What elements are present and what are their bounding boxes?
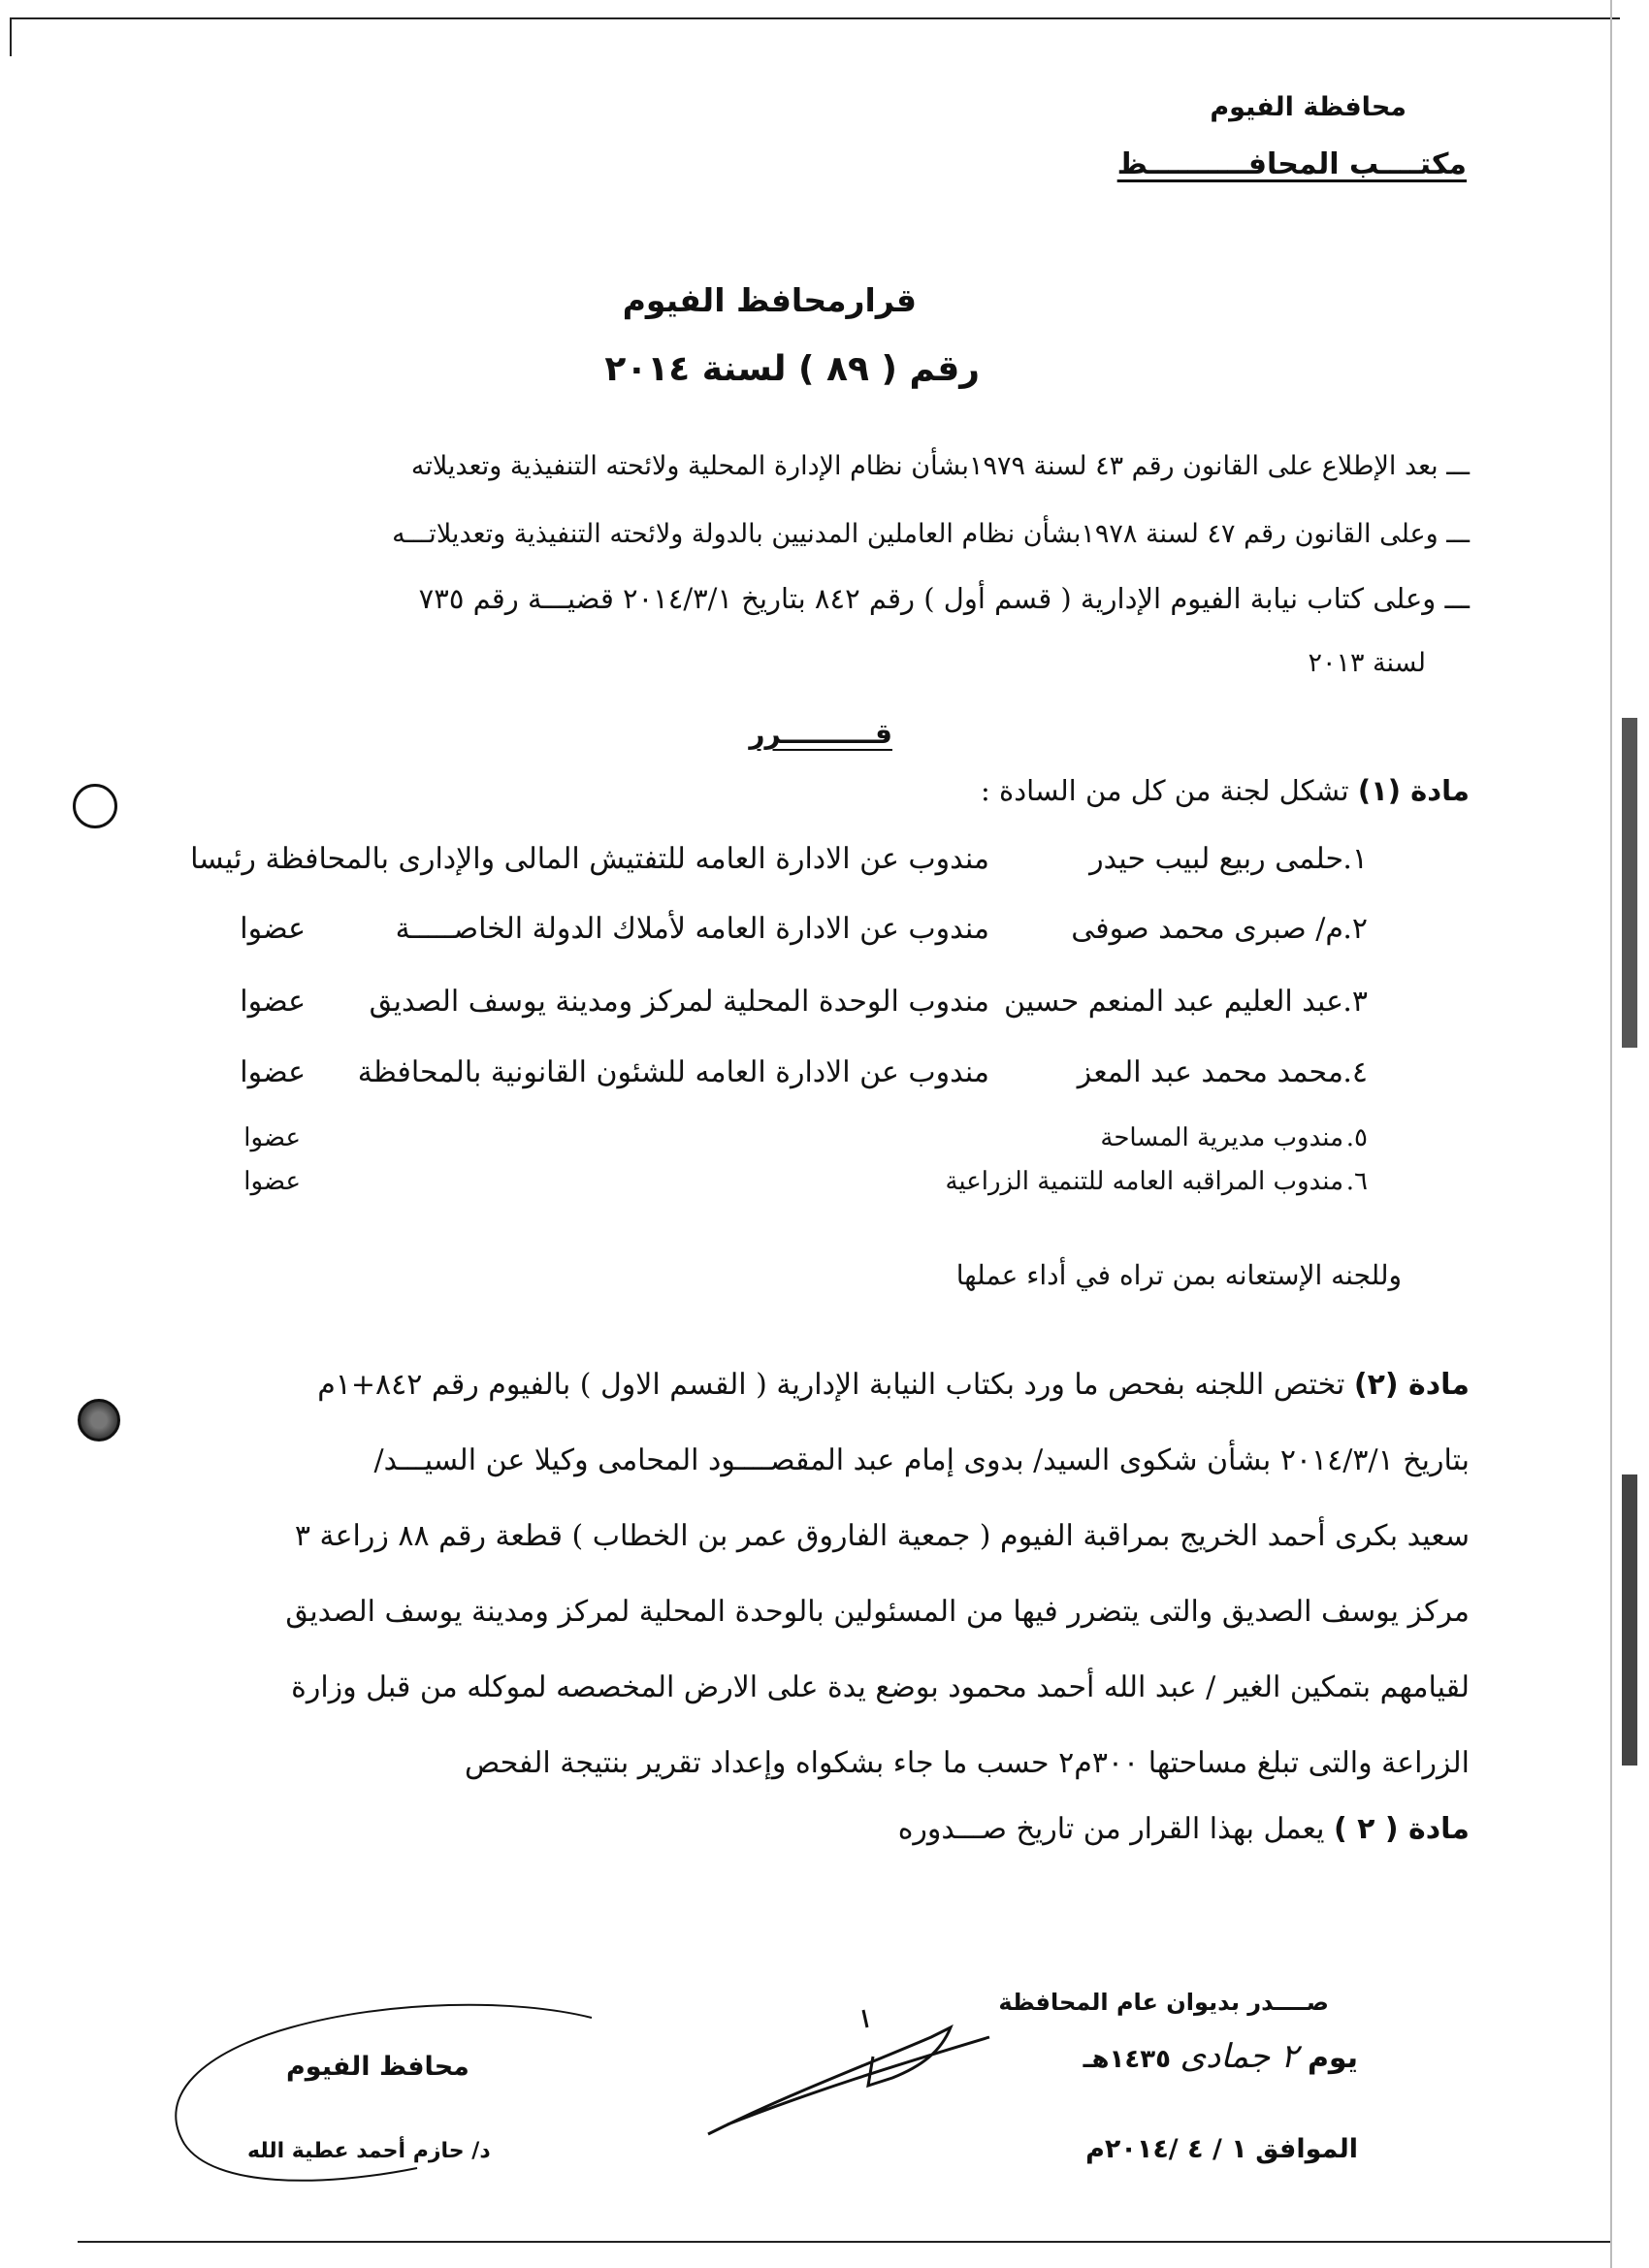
scan-top-border bbox=[10, 17, 1620, 19]
issued-day-handwritten: ٢ جمادى bbox=[1180, 2037, 1299, 2076]
member-role: مندوب عن الادارة العامه للتفتيش المالى والإدارى بالمحافظة رئيسا bbox=[190, 842, 989, 876]
decided-heading: قــــــــــرر bbox=[749, 718, 892, 750]
member-status: عضوا bbox=[240, 912, 306, 946]
preamble-line-3: ـــ وعلى كتاب نيابة الفيوم الإدارية ( قسم أول ) رقم ٨٤٢ بتاريخ ٢٠١٤/٣/١ قضيـــة رقم ٧٣٥ bbox=[418, 582, 1470, 615]
article-1-text: تشكل لجنة من كل من السادة : bbox=[981, 774, 1349, 807]
member-num: ٢. bbox=[1342, 912, 1368, 946]
punch-hole-top bbox=[73, 784, 117, 828]
article-2-line-2: بتاريخ ٢٠١٤/٣/١ بشأن شكوى السيد/ بدوى إمام عبد المقصــــود المحامى وكيلا عن السيـــد/ bbox=[373, 1443, 1470, 1477]
decree-title: قرارمحافظ الفيوم bbox=[622, 281, 917, 319]
scan-bottom-border bbox=[78, 2241, 1610, 2243]
member-role: مندوب الوحدة المحلية لمركز ومدينة يوسف الصديق bbox=[369, 985, 989, 1019]
article-2-label: مادة (٢) bbox=[1353, 1368, 1470, 1402]
member-num: ٣. bbox=[1342, 985, 1368, 1019]
issued-corresponding-label: الموافق bbox=[1255, 2134, 1358, 2164]
member-num: ٥. bbox=[1345, 1123, 1368, 1152]
member-status: عضوا bbox=[243, 1167, 301, 1196]
member-name: حلمى ربيع لبيب حيدر bbox=[1089, 842, 1343, 876]
issued-hijri: ١٤٣٥هـ bbox=[1083, 2045, 1171, 2074]
punch-hole-bottom bbox=[78, 1399, 120, 1442]
signatory-title: محافظ الفيوم bbox=[286, 2052, 469, 2082]
issued-date: ١ / ٤ /٢٠١٤م bbox=[1085, 2134, 1247, 2164]
member-name: عبد العليم عبد المنعم حسين bbox=[1004, 985, 1343, 1019]
member-status: عضوا bbox=[240, 985, 306, 1019]
scan-right-dark-strip-1 bbox=[1622, 718, 1637, 1048]
decree-number: رقم ( ٨٩ ) لسنة ٢٠١٤ bbox=[604, 349, 980, 389]
article-2-line-3: سعيد بكرى أحمد الخريج بمراقبة الفيوم ( جمعية الفاروق عمر بن الخطاب ) قطعة رقم ٨٨ زراعة ٣ bbox=[294, 1519, 1470, 1553]
member-role: مندوب عن الادارة العامه لأملاك الدولة الخاصـــــة bbox=[395, 912, 989, 946]
scan-right-border bbox=[1610, 0, 1612, 2268]
article-2-line-4: مركز يوسف الصديق والتى يتضرر فيها من المسئولين بالوحدة المحلية لمركز ومدينة يوسف الصديق bbox=[285, 1595, 1470, 1629]
article-1-intro bbox=[981, 774, 1470, 807]
member-role: مندوب عن الادارة العامه للشئون القانونية بالمحافظة bbox=[357, 1055, 989, 1089]
article-3-text: يعمل بهذا القرار من تاريخ صـــدوره bbox=[897, 1812, 1325, 1846]
member-num: ٤. bbox=[1342, 1055, 1368, 1089]
member-name: محمد محمد عبد المعز bbox=[1077, 1055, 1343, 1089]
scan-left-border bbox=[10, 17, 12, 56]
handwritten-signature-mark bbox=[698, 1998, 1009, 2144]
article-2-line-1 bbox=[317, 1368, 1470, 1402]
issued-line: صــــدر بديوان عام المحافظة bbox=[998, 1989, 1329, 2016]
header-office: مكتــــب المحافــــــــــظ bbox=[1116, 147, 1467, 181]
article-1-label: مادة (١) bbox=[1357, 774, 1470, 807]
article-2-line-5: لقيامهم بتمكين الغير / عبد الله أحمد محمود بوضع يدة على الارض المخصصه لموكله من قبل وزارة bbox=[291, 1670, 1470, 1704]
article-1-footer: وللجنه الإستعانه بمن تراه في أداء عملها bbox=[955, 1259, 1402, 1291]
issued-day-label: يوم bbox=[1307, 2041, 1358, 2075]
member-num: ٦. bbox=[1345, 1167, 1368, 1196]
header-governorate: محافظة الفيوم bbox=[1210, 92, 1406, 122]
issued-date-line bbox=[1085, 2134, 1358, 2164]
preamble-line-2: ـــ وعلى القانون رقم ٤٧ لسنة ١٩٧٨بشأن نظام العاملين المدنيين بالدولة ولائحته التنفيذية وتعديلاتـــه bbox=[392, 519, 1470, 549]
preamble-line-4: لسنة ٢٠١٣ bbox=[1308, 648, 1426, 678]
member-name: مندوب المراقبه العامه للتنمية الزراعية bbox=[945, 1167, 1343, 1196]
preamble-line-1: ـــ بعد الإطلاع على القانون رقم ٤٣ لسنة ١٩٧٩بشأن نظام الإدارة المحلية ولائحته التنفيذية وتعديلاته bbox=[410, 451, 1470, 481]
signatory-name: د/ حازم أحمد عطية الله bbox=[247, 2139, 491, 2163]
member-status: عضوا bbox=[243, 1123, 301, 1152]
article-2-text: تختص اللجنه بفحص ما ورد بكتاب النيابة الإدارية ( القسم الاول ) بالفيوم رقم ٨٤٢+١م bbox=[317, 1368, 1345, 1402]
member-status: عضوا bbox=[240, 1055, 306, 1089]
signatory-signature-scribble bbox=[146, 1979, 611, 2202]
article-2-line-6: الزراعة والتى تبلغ مساحتها ٣٠٠م٢ حسب ما جاء بشكواه وإعداد تقرير بنتيجة الفحص bbox=[464, 1746, 1470, 1780]
article-3-label: مادة ( ٢ ) bbox=[1333, 1812, 1470, 1846]
member-name: مندوب مديرية المساحة bbox=[1100, 1123, 1343, 1152]
article-3-line bbox=[898, 1812, 1470, 1846]
member-num: ١. bbox=[1342, 842, 1368, 876]
scan-right-dark-strip-2 bbox=[1622, 1474, 1637, 1766]
issued-day-line bbox=[1083, 2037, 1358, 2076]
member-name: م/ صبرى محمد صوفى bbox=[1071, 912, 1343, 946]
